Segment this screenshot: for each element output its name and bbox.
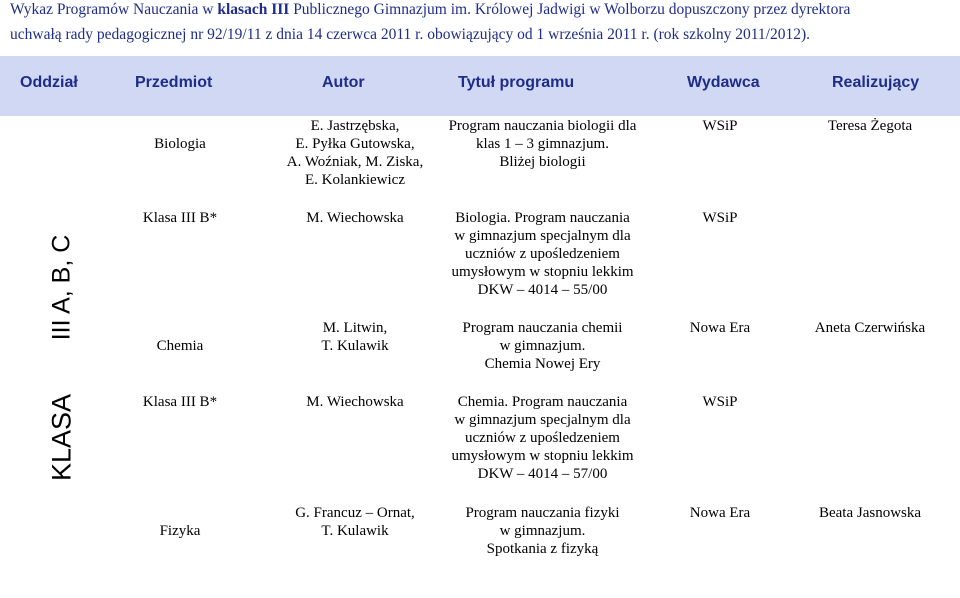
row-1-tytul: Program nauczania biologii dla klas 1 – 3 gimnazjum. Bliżej biologii <box>448 118 637 170</box>
intro-bold-text: klasach III <box>217 1 290 18</box>
row-1-realizujacy: Teresa Żegota <box>827 118 913 134</box>
row-5-tytul: Program nauczania fizyki w gimnazjum. Spotkania z fizyką <box>465 505 620 557</box>
row-4-tytul: Chemia. Program nauczania w gimnazjum specjalnym dla uczniów z upośledzeniem umysłowym w stopniu lekkim DKW – 4014 – 57/00 <box>451 394 634 482</box>
header-realizujacy: Realizujący <box>832 74 920 91</box>
intro-text: Wykaz Programów Nauczania w <box>10 1 214 18</box>
row-1-przedmiot: Biologia <box>154 136 206 152</box>
document-intro <box>10 0 955 47</box>
row-3-przedmiot: Chemia <box>156 338 204 354</box>
row-2-wydawca: WSiP <box>702 210 738 226</box>
row-5-autor: G. Francuz – Ornat, T. Kulawik <box>295 505 415 539</box>
row-2-autor: M. Wiechowska <box>306 210 404 226</box>
intro-text: Publicznego Gimnazjum im. Królowej Jadwigi w Wolborzu dopuszczony przez dyrektora <box>293 1 851 18</box>
header-wydawca: Wydawca <box>687 74 760 91</box>
header-oddzial: Oddział <box>20 74 78 91</box>
side-label-klasa: KLASA <box>46 393 77 482</box>
row-4-przedmiot: Klasa III B* <box>142 394 218 410</box>
header-przedmiot: Przedmiot <box>135 74 213 91</box>
row-5-przedmiot: Fizyka <box>159 523 201 539</box>
row-2-przedmiot: Klasa III B* <box>142 210 218 226</box>
row-4-autor: M. Wiechowska <box>306 394 404 410</box>
row-3-wydawca: Nowa Era <box>689 320 751 336</box>
row-3-tytul: Program nauczania chemii w gimnazjum. Chemia Nowej Ery <box>462 320 623 372</box>
intro-line-1 <box>10 0 955 22</box>
row-5-realizujacy: Beata Jasnowska <box>818 505 922 521</box>
row-1-wydawca: WSiP <box>702 118 738 134</box>
header-autor: Autor <box>322 74 365 91</box>
row-1-autor: E. Jastrzębska, E. Pyłka Gutowska, A. Woźniak, M. Ziska, E. Kolankiewicz <box>286 118 424 188</box>
row-2-tytul: Biologia. Program nauczania w gimnazjum specjalnym dla uczniów z upośledzeniem umysłowym w stopniu lekkim DKW – 4014 – 55/00 <box>451 210 634 298</box>
row-3-realizujacy: Aneta Czerwińska <box>814 320 926 336</box>
header-tytul: Tytuł programu <box>458 74 575 91</box>
side-label-group: III A, B, C <box>47 234 76 341</box>
row-3-autor: M. Litwin, T. Kulawik <box>321 320 389 354</box>
intro-line-2: uchwałą rady pedagogicznej nr 92/19/11 z dnia 14 czerwca 2011 r. obowiązujący od 1 września 2011 r. (rok szkolny 2011/2012). <box>10 26 811 43</box>
row-4-wydawca: WSiP <box>702 394 738 410</box>
row-5-wydawca: Nowa Era <box>689 505 751 521</box>
